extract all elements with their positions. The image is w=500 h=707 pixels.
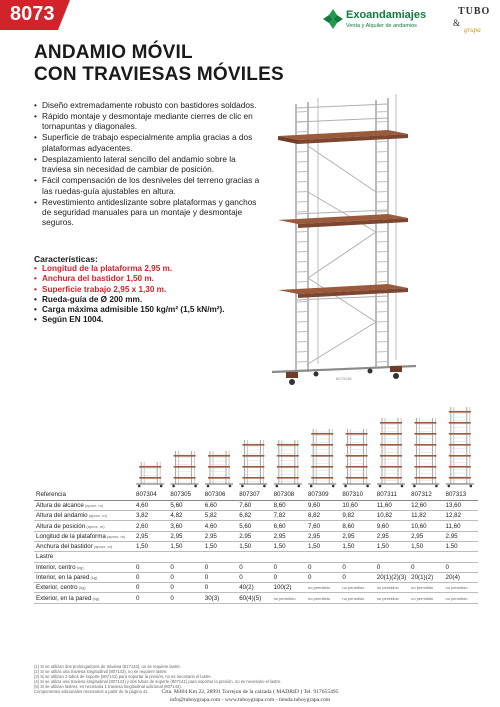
table-cell: 7,60 [306,521,340,531]
table-cell: 0 [203,583,237,593]
table-cell: 807311 [375,490,409,500]
row-label-text: Altura de posición [36,522,86,530]
feature-item: • Superficie de trabajo especialmente amplia gracias a dos plataformas adyacentes. [34,132,266,153]
table-cell: 1,50 [134,541,168,551]
table-cell: 0 [168,572,202,582]
table-cell: 20(1)(2) [409,572,443,582]
empty-cell [340,552,374,562]
mini-tower [205,451,233,487]
table-cell: 0 [340,562,374,572]
table-cell: 807307 [237,490,271,500]
table-cell: 2,95 [340,531,374,541]
row-label-text: Interior, en la pared [36,574,90,582]
table-row [34,572,478,582]
table-cell: 20(4) [444,572,478,582]
table-cell: 9,60 [375,521,409,531]
table-cell: no permitido [306,593,340,603]
table-cell: 2,95 [272,531,306,541]
table-cell: 0 [134,562,168,572]
row-label-text: Exterior, centro [36,584,78,592]
empty-cell [168,552,202,562]
product-code: 8073 [0,0,58,30]
table-row [34,552,478,562]
row-unit: (aprox. m) [92,544,113,550]
title-line-2: CON TRAVIESAS MÓVILES [34,64,284,85]
tubo-logo-script: grupa [464,26,481,34]
row-label [34,583,134,593]
table-cell: 2,95 [203,531,237,541]
table-cell: 10,60 [340,500,374,510]
header [0,0,500,44]
row-unit: (aprox. m) [85,523,105,529]
table-cell: no permitido [340,583,374,593]
table-cell: 4,60 [203,521,237,531]
empty-cell [134,552,168,562]
table-cell: 30(3) [203,593,237,603]
mini-tower [446,407,474,487]
table-cell: 807309 [306,490,340,500]
empty-cell [237,552,271,562]
mini-tower [136,462,164,487]
table-cell: 0 [237,572,271,582]
tubo-logo-text: TUBO [458,6,491,17]
table-row [34,511,478,521]
table-cell: 0 [340,572,374,582]
table-cell: 10,60 [409,521,443,531]
footnote: (2) Si se utiliza una traviesa longitudinal (807143), no se requiere lastre. [34,669,168,674]
row-label [34,541,134,551]
characteristic-item: • Rueda-guía de Ø 200 mm. [34,295,234,305]
table-row [34,500,478,510]
table-cell: 1,50 [375,541,409,551]
empty-cell [203,552,237,562]
table-cell: 6,60 [203,500,237,510]
table-cell: 0 [168,593,202,603]
table-cell: 2,60 [134,521,168,531]
table-cell: no permitido [272,593,306,603]
table-cell: 0 [409,562,443,572]
table-cell: no permitido [340,593,374,603]
empty-cell [306,552,340,562]
mini-tower [171,451,199,487]
table-cell: 8,60 [272,500,306,510]
table-cell: 4,60 [134,500,168,510]
row-label [34,511,134,521]
mini-tower [274,440,302,487]
table-cell: 2,95 [375,531,409,541]
scaffold-tower-illustration [268,92,418,388]
table-cell: 0 [272,572,306,582]
row-label [34,572,134,582]
table-cell: 807312 [409,490,443,500]
row-unit: (kg) [75,564,84,570]
table-cell: 2,95 [134,531,168,541]
table-cell: 0 [168,583,202,593]
table-cell: 1,50 [444,541,478,551]
table-cell: no permitido [444,583,478,593]
characteristic-item: • Longitud de la plataforma 2,95 m. [34,264,234,274]
feature-item: • Fácil compensación de los desniveles del terreno gracias a las ruedas-guía ajustables en altura. [34,175,266,196]
table-cell: 807308 [272,490,306,500]
table-cell: 2,95 [444,531,478,541]
table-cell: no permitido [375,583,409,593]
illustration-caption: 8073136 [336,376,352,381]
table-cell: 1,50 [168,541,202,551]
table-row [34,583,478,593]
footnote: (1) Si se utilizan dos prolongadores de traviesa (817133), no se requiere lastre. [34,664,181,669]
mini-tower [411,418,439,487]
table-cell: 807304 [134,490,168,500]
table-cell: 807306 [203,490,237,500]
page-title [34,42,284,86]
logo-tagline: Venta y Alquiler de andamios [346,23,417,29]
empty-cell [409,552,443,562]
row-label [34,552,134,562]
table-cell: 4,82 [168,511,202,521]
row-label-text: Altura del andamio [36,512,88,520]
characteristics-title: Características: [34,254,98,264]
row-label [34,531,134,541]
empty-cell [272,552,306,562]
table-cell: 807305 [168,490,202,500]
table-cell: 0 [444,562,478,572]
empty-cell [375,552,409,562]
table-cell: 20(1)(2)(3) [375,572,409,582]
table-cell: no permitido [375,593,409,603]
row-label [34,562,134,572]
feature-item: • Revestimiento antideslizante sobre plataformas y ganchos de seguridad manuales para un montaje y desmontaje seguros. [34,197,266,228]
exo-logo-icon [322,8,344,30]
tubo-logo-amp: & [453,18,461,28]
footer-address: Crta. M404 Km 22, 28991 Torrejon de la calzada ( MADRID ) Tel. 917655495 [161,689,339,695]
table-cell: 2,95 [409,531,443,541]
table-cell: 0 [237,562,271,572]
row-label-text: Longitud de la plataforma [36,532,106,540]
table-cell: 9,82 [340,511,374,521]
table-cell: 7,60 [237,500,271,510]
row-label-text: Referencia [36,491,66,499]
table-cell: 1,50 [203,541,237,551]
feature-item: • Rápido montaje y desmontaje mediante cierres de clic en tornapuntas y diagonales. [34,111,266,132]
table-cell: 2,95 [168,531,202,541]
row-label-text: Lastre [36,553,54,561]
table-cell: no permitido [409,583,443,593]
table-cell: 0 [203,572,237,582]
table-cell: 12,60 [409,500,443,510]
mini-tower [377,418,405,487]
table-row [34,593,478,603]
mini-tower [308,429,336,487]
table-cell: 0 [203,562,237,572]
table-cell: 60(4)(5) [237,593,271,603]
footnote: (3) Si se utilizan 2 tubos de soporte (807141) para soportar la presión, no es necesario el lastre. [34,674,212,679]
table-cell: 6,82 [237,511,271,521]
table-cell: 1,50 [306,541,340,551]
footer [0,688,500,704]
characteristic-item: • Superficie trabajo 2,95 x 1,30 m. [34,285,234,295]
table-cell: 8,82 [306,511,340,521]
title-line-1: ANDAMIO MÓVIL [34,42,193,63]
table-cell: 0 [375,562,409,572]
table-cell: 12,82 [444,511,478,521]
footnote: (4) Si se utiliza una traviesa longitudinal (807143) y dos tubos de soporte (807141) para soportar la presión, no es necesario el lastre. [34,679,282,684]
table-cell: 13,60 [444,500,478,510]
row-unit: (aprox. m) [83,502,104,508]
table-cell: 40(2) [237,583,271,593]
feature-list [34,100,266,228]
table-row [34,531,478,541]
table-cell: 8,60 [340,521,374,531]
mini-tower [239,440,267,487]
row-unit: (aprox. m) [87,513,107,519]
table-cell: 11,60 [444,521,478,531]
table-cell: 11,60 [375,500,409,510]
feature-item: • Desplazamiento lateral sencillo del andamio sobre la traviesa sin necesidad de cambiar de posición. [34,154,266,175]
table-cell: 1,50 [340,541,374,551]
specifications-table [34,490,478,604]
row-label [34,521,134,531]
table-cell: 0 [306,562,340,572]
table-cell: 0 [134,593,168,603]
table-cell: 1,50 [237,541,271,551]
characteristics-list [34,264,234,326]
characteristic-item: • Carga máxima admisible 150 kg/m² (1,5 kN/m²). [34,305,234,315]
table-cell: 5,60 [168,500,202,510]
table-cell: 3,82 [134,511,168,521]
table-cell: 5,60 [237,521,271,531]
row-unit: (aprox. m) [105,533,126,539]
table-cell: 7,82 [272,511,306,521]
table-cell: 6,60 [272,521,306,531]
feature-item: • Diseño extremadamente robusto con bastidores soldados. [34,100,266,110]
row-unit: (kg) [77,585,86,591]
table-cell: 11,82 [409,511,443,521]
footer-contact[interactable]: info@tuboygrapa.com - www.tuboygrapa.com - tienda.tuboygrapa.com [169,697,331,703]
table-cell: no permitido [409,593,443,603]
table-row [34,521,478,531]
tower-size-illustrations [132,396,478,488]
table-cell: 5,82 [203,511,237,521]
table-cell: 10,82 [375,511,409,521]
footnote: Componentes adicionales necesarios a partir de la página 41. [34,689,149,694]
table-cell: 100(2) [272,583,306,593]
table-row [34,490,478,500]
table-cell: 0 [134,583,168,593]
table-row [34,562,478,572]
row-label-text: Anchura del bastidor [36,543,93,551]
table-cell: 1,50 [409,541,443,551]
table-cell: 3,60 [168,521,202,531]
tubo-grupa-logo[interactable] [452,6,496,40]
logo-name: Exoandamiajes [346,9,427,21]
table-row [34,541,478,551]
row-label [34,490,134,500]
row-label-text: Exterior, en la pared [36,594,92,602]
row-label-text: Altura de alcance [36,501,84,509]
table-cell: 807313 [444,490,478,500]
row-unit: (kg) [89,575,98,581]
table-cell: 807310 [340,490,374,500]
row-label [34,500,134,510]
row-label [34,593,134,603]
table-cell: no permitido [444,593,478,603]
footnote: (5) Si se utilizan lastres, es necesaria 1 traviesa longitudinal adicional (807143). [34,684,182,689]
table-cell: no permitido [306,583,340,593]
empty-cell [444,552,478,562]
table-cell: 0 [306,572,340,582]
table-cell: 9,60 [306,500,340,510]
table-cell: 0 [272,562,306,572]
mini-tower [343,429,371,487]
table-cell: 2,95 [237,531,271,541]
characteristic-item: • Anchura del bastidor 1,50 m. [34,274,234,284]
table-cell: 0 [134,572,168,582]
table-cell: 0 [168,562,202,572]
exoandamiajes-logo[interactable] [322,6,442,36]
row-label-text: Interior, centro [36,563,76,571]
table-cell: 2,95 [306,531,340,541]
row-unit: (kg) [91,595,100,601]
characteristic-item: • Según EN 1004. [34,315,234,325]
table-cell: 1,50 [272,541,306,551]
